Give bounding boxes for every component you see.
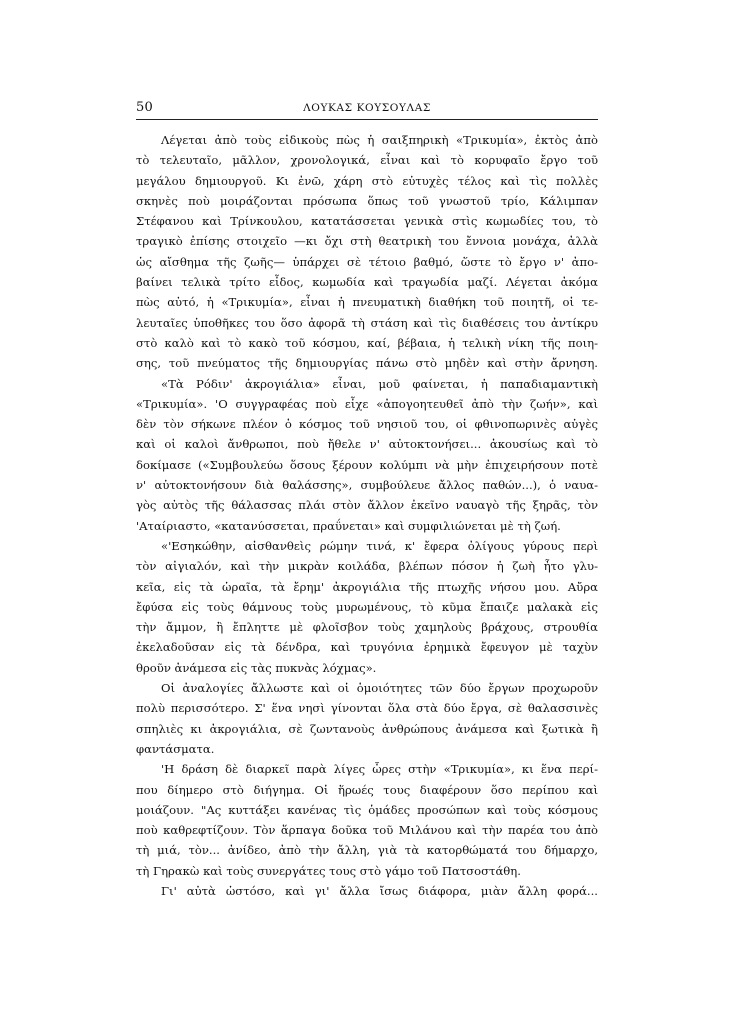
text-line: Γι' αὐτὰ ὡστόσο, καὶ γι' ἄλλα ἴσως διάφορα, μιὰν ἄλλη φορά... [161,883,598,898]
page-header [136,100,598,118]
page-number: 50 [136,100,153,115]
text-line: κεῖα, εἰς τὰ ὡραῖα, τὰ ἔρημ' ἀκρογιάλια τῆς πτωχῆς νήσου μου. Αὔρα [136,579,598,594]
header-rule [136,119,598,120]
text-line: δοκίμασε («Συμβουλεύω ὅσους ξέρουν κολύμπι νὰ μὴν ἐπιχειρήσουν ποτὲ [136,457,598,472]
text-line: τὴν ἄμμον, ἢ ἔπληττε μὲ φλοῖσβον τοὺς χαμηλοὺς βράχους, στρουθία [136,620,598,635]
body-text [136,130,598,901]
text-line: σης, τοῦ πνεύματος τῆς δημιουργίας πάνω στὸ μηδὲν καὶ στὴν ἄρνηση. [136,356,598,371]
text-line: σπηλιὲς κι ἀκρογιάλια, σὲ ζωντανοὺς ἀνθρώπους ἀνάμεσα καὶ ξωτικὰ ἢ [136,721,598,736]
running-head: ΛΟΥΚΑΣ ΚΟΥΣΟΥΛΑΣ [303,102,431,114]
text-line: «Τὰ Ρόδιν' ἀκρογιάλια» εἶναι, μοῦ φαίνεται, ἡ παπαδιαμαντικὴ [161,376,598,391]
text-line: που δίημερο στὸ διήγημα. Οἱ ἥρωές τους διαφέρουν ὅσο περίπου καὶ [136,782,598,797]
text-line: Οἱ ἀναλογίες ἄλλωστε καὶ οἱ ὁμοιότητες τῶν δύο ἔργων προχωροῦν [161,681,598,696]
text-line: πὼς αὐτό, ἡ «Τρικυμία», εἶναι ἡ πνευματικὴ διαθήκη τοῦ ποιητῆ, οἱ τε- [136,295,598,310]
text-line: «Τρικυμία». 'Ο συγγραφέας ποὺ εἶχε «ἀπογοητευθεῖ ἀπὸ τὴν ζωήν», καὶ [136,396,598,411]
text-line: σκηνὲς ποὺ μοιράζονται πρόσωπα ὅπως τοῦ γνωστοῦ τρίο, Κάλιμπαν [136,193,598,208]
text-line: πολὺ περισσότερο. Σ' ἕνα νησὶ γίνονται ὅλα στὰ δύο ἔργα, σὲ θαλασσινὲς [136,701,598,716]
text-line: τραγικὸ ἐπίσης στοιχεῖο —κι ὄχι στὴ θεατρικὴ του ἔννοια μονάχα, ἀλλὰ [136,234,598,249]
text-line: λευταῖες ὑποθῆκες του ὅσο ἀφορᾶ τὴ στάση καὶ τὶς διαθέσεις του ἀντίκρυ [136,315,598,330]
text-line: Στέφανου καὶ Τρίνκουλου, κατατάσσεται γενικὰ στὶς κωμωδίες του, τὸ [136,214,598,229]
text-line: τὴ Γηρακὼ καὶ τοὺς συνεργάτες τους στὸ γάμο τοῦ Πατσοστάθη. [136,863,521,878]
text-line: στὸ καλὸ καὶ τὸ κακὸ τοῦ κόσμου, καί, βέβαια, ἡ τελικὴ νίκη τῆς ποιη- [136,335,598,350]
text-line: τὴ μιά, τὸν... ἀνίδεο, ἀπὸ τὴν ἄλλη, γιὰ τὰ κατορθώματά του δήμαρχο, [136,843,598,858]
text-line: γὸς αὐτὸς τῆς θάλασσας πλάι στὸν ἄλλον ἐκεῖνο ναυαγὸ τῆς ξηρᾶς, τὸν [136,498,598,513]
text-line: μοιάζουν. "Ας κυττάξει κανένας τὶς ὁμάδες προσώπων καὶ τοὺς κόσμους [136,802,598,817]
text-line: ποὺ καθρεφτίζουν. Τὸν ἅρπαγα δοῦκα τοῦ Μιλάνου καὶ τὴν παρέα του ἀπὸ [136,823,598,838]
text-line: θρoῦν ἀνάμεσα εἰς τὰς πυκνὰς λόχμας». [136,660,377,675]
text-line: «'Εσηκώθην, αἰσθανθεὶς ρώμην τινά, κ' ἔφερα ὀλίγους γύρους περὶ [161,538,598,553]
text-line: ν' αὐτοκτονήσουν διὰ θαλάσσης», συμβούλευε ἄλλος παθών...), ὁ ναυα- [136,478,598,493]
text-line: φαντάσματα. [136,741,215,756]
text-line: Λέγεται ἀπὸ τοὺς εἰδικοὺς πὼς ἡ σαιξπηρικὴ «Τρικυμία», ἐκτὸς ἀπὸ [161,133,598,147]
text-line: 'Αταίριαστο, «κατανύσσεται, πραΰνεται» καὶ συμφιλιώνεται μὲ τὴ ζωή. [136,518,561,533]
text-line: τὸ τελευταῖο, μᾶλλον, χρονολογικά, εἶναι καὶ τὸ κορυφαῖο ἔργο τοῦ [136,153,598,168]
text-line: δὲν τὸν σήκωνε πλέον ὁ κόσμος τοῦ νησιοῦ του, οἱ φθινοπωρινὲς αὐγὲς [136,417,598,432]
text-line: 'Η δράση δὲ διαρκεῖ παρὰ λίγες ὧρες στὴν «Τρικυμία», κι ἕνα περί- [161,762,598,777]
text-line: ὡς αἴσθημα τῆς ζωῆς— ὑπάρχει σὲ τέτοιο βαθμό, ὥστε τὸ ἔργο ν' ἀπο- [136,254,598,269]
text-line: βαίνει τελικὰ τρίτο εἶδος, κωμωδία καὶ τραγωδία μαζί. Λέγεται ἀκόμα [136,275,598,290]
text-line: ἔφύσα εἰς τοὺς θάμνους τοὺς μυρωμένους, τὸ κῦμα ἔπαιζε μαλακὰ εἰς [136,599,598,614]
text-line: μεγάλου δημιουργοῦ. Κι ἐνῶ, χάρη στὸ εὐτυχὲς τέλος καὶ τὶς πολλὲς [136,173,598,188]
text-line: ἐκελαδοῦσαν εἰς τὰ δένδρα, καὶ τρυγόνια ἐρημικὰ ἔφευγον μὲ ταχὺν [136,640,598,655]
text-line: τὸν αἰγιαλόν, καὶ τὴν μικρὰν κοιλάδα, βλέπων πόσον ἡ ζωὴ ἦτο γλυ- [136,559,598,574]
text-line: καὶ οἱ καλοὶ ἄνθρωποι, ποὺ ἤθελε ν' αὐτοκτονήσει... ἀκουσίως καὶ τὸ [136,437,598,452]
